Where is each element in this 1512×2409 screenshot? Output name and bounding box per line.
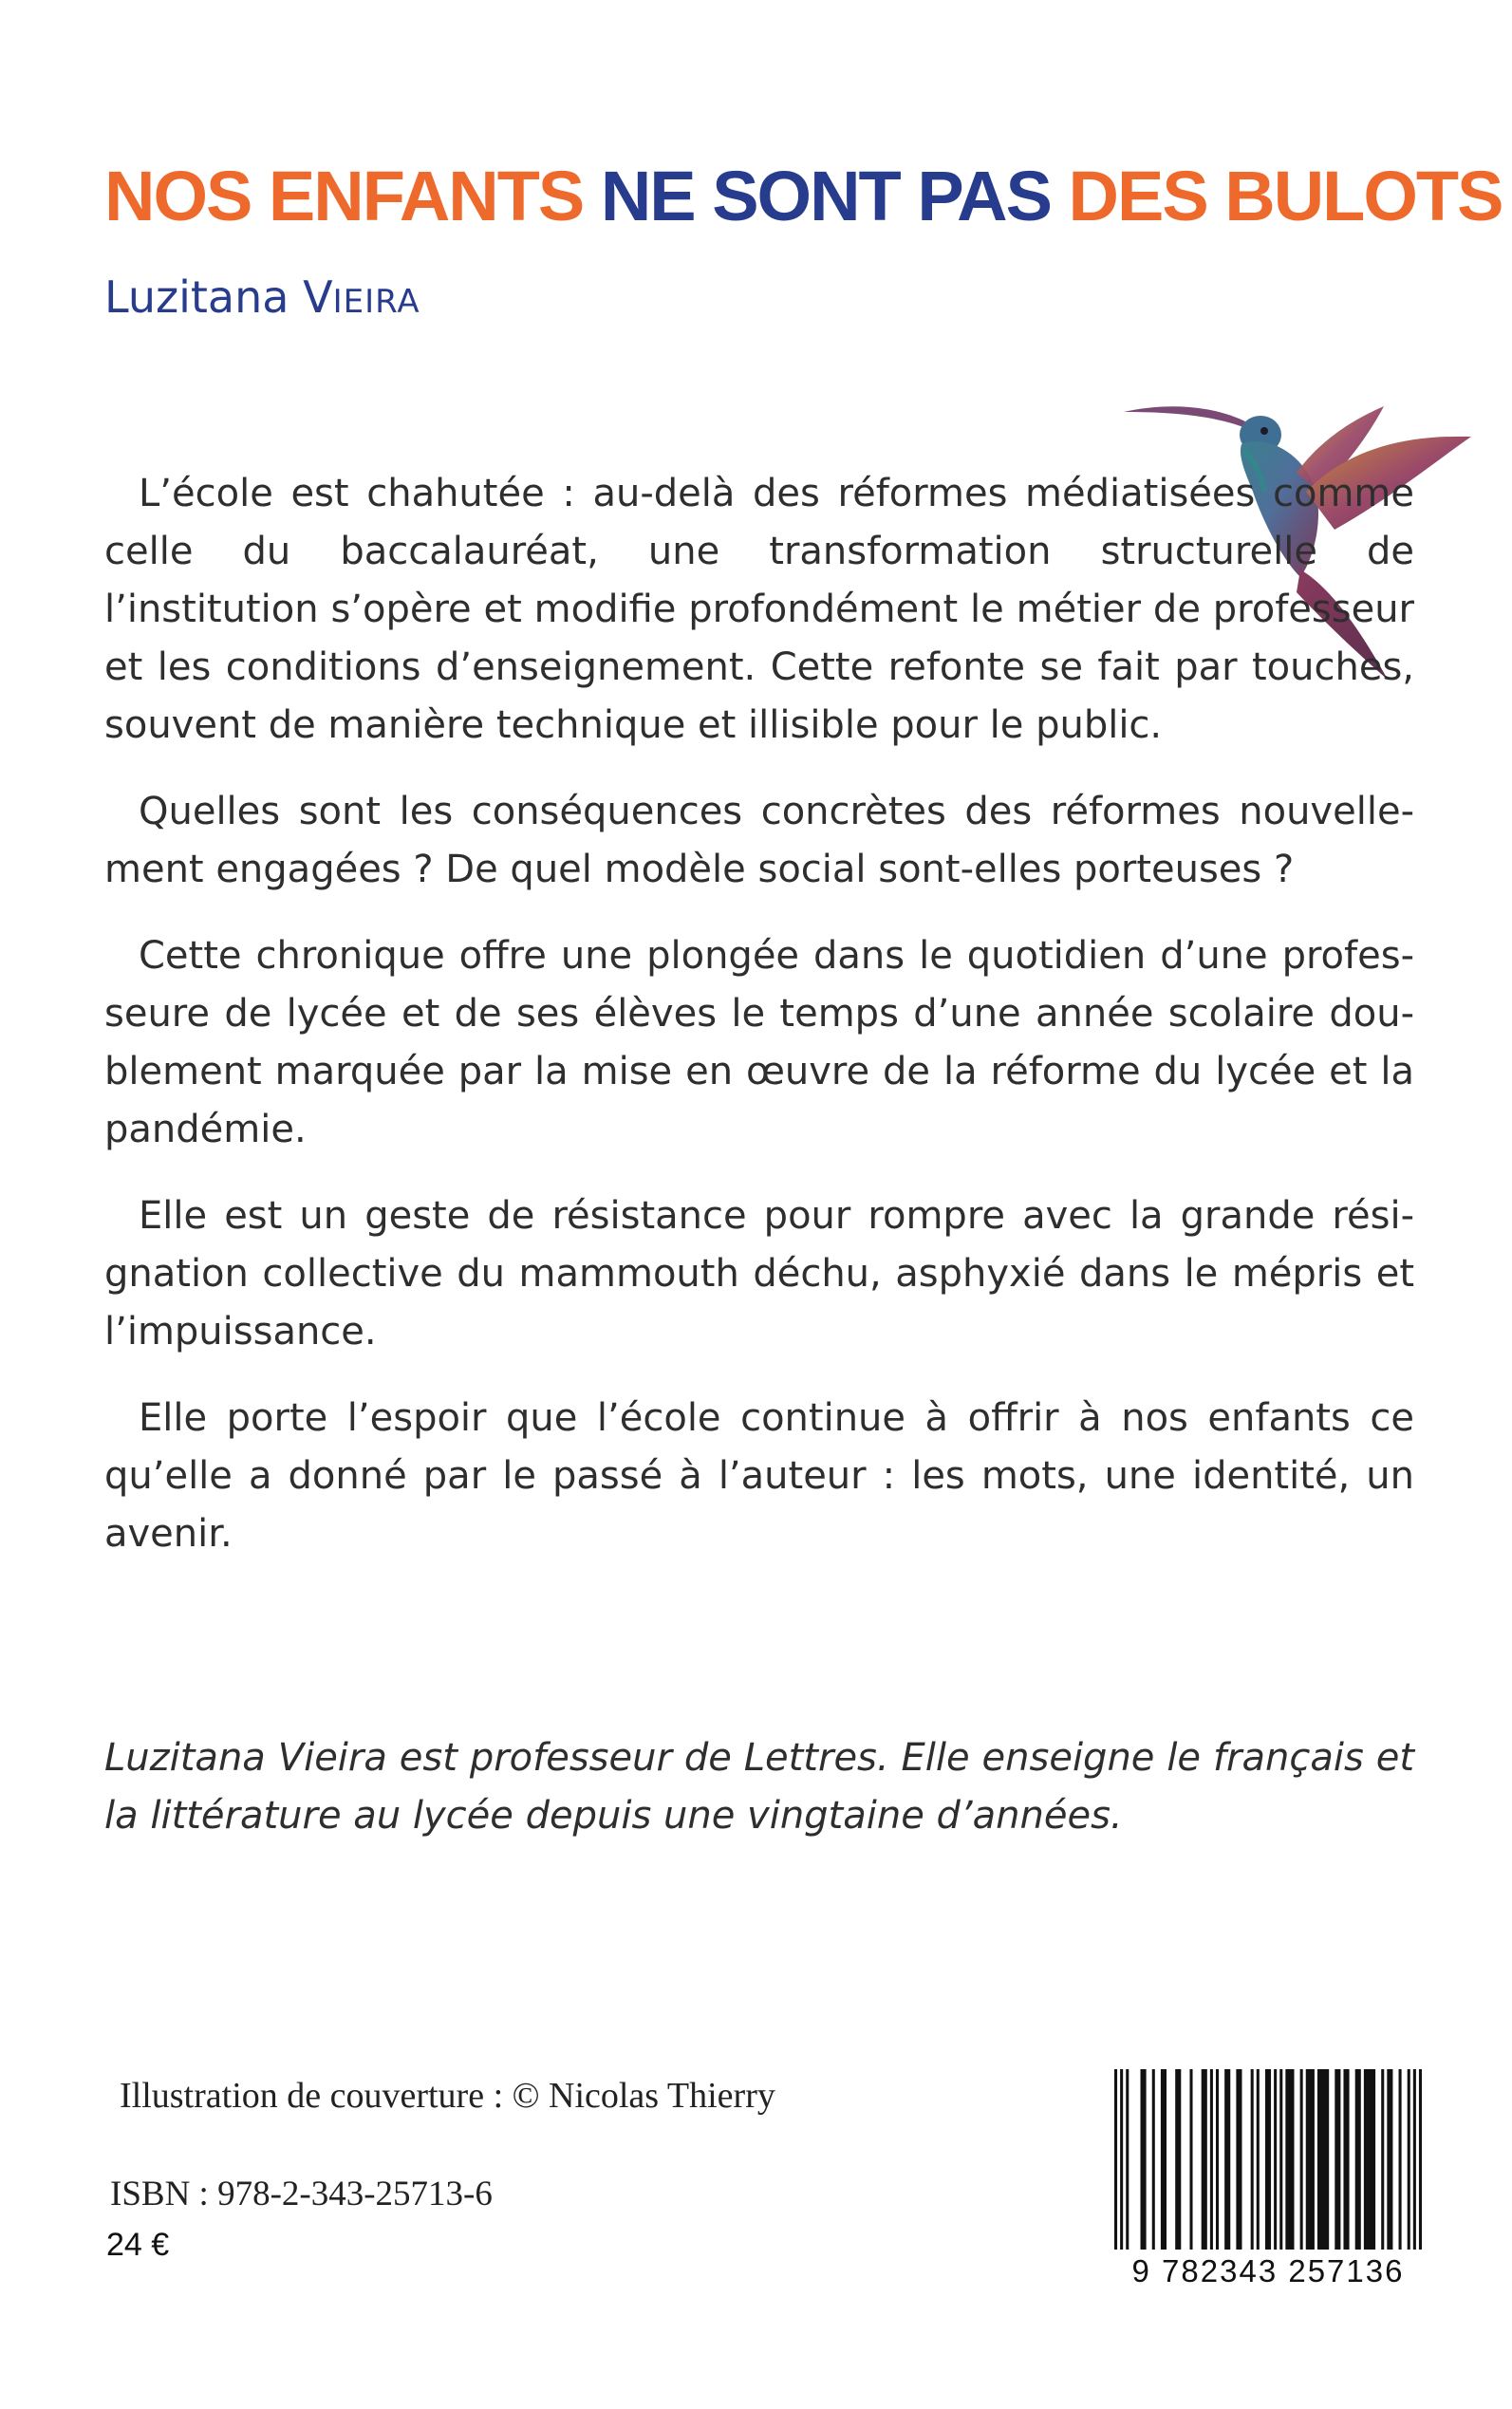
barcode-bar: [1355, 2069, 1361, 2250]
title-part-3: DES BULOTS: [1068, 157, 1503, 235]
barcode-bar: [1381, 2069, 1384, 2250]
author-last-name-initial: V: [303, 271, 333, 323]
barcode-bar: [1175, 2069, 1181, 2250]
barcode-bars: [1114, 2069, 1422, 2250]
barcode-bar: [1189, 2069, 1192, 2250]
barcode-bar: [1279, 2069, 1282, 2250]
isbn-barcode: [1101, 2062, 1435, 2289]
barcode-bar: [1210, 2069, 1213, 2250]
bird-eye: [1260, 427, 1268, 435]
book-title: [104, 157, 1503, 235]
bird-beak: [1124, 406, 1245, 427]
barcode-bar: [1387, 2069, 1392, 2250]
barcode-bar: [1152, 2069, 1155, 2250]
author-bio: Luzitana Vieira est professeur de Lettres. Elle enseigne le français et la littérature au lycée depuis une vingtaine d’années.: [104, 1736, 1414, 1838]
barcode-bar: [1419, 2069, 1422, 2250]
barcode-bar: [1364, 2069, 1375, 2250]
barcode-digits: 9 782343 257136: [1131, 2253, 1405, 2288]
blurb-paragraph: Elle est un geste de résistance pour rompre avec la grande résignation collective du mammouth déchu, asphyxié dans le mépris et l’impuissance.: [104, 1194, 1414, 1354]
barcode-bar: [1216, 2069, 1219, 2250]
blurb-paragraph: Quelles sont les conséquences concrètes des réformes nouvellement engagées ? De quel modèle social sont-elles porteuses ?: [104, 790, 1414, 891]
illustration-credit: Illustration de couverture : © Nicolas Thierry: [120, 2076, 775, 2116]
barcode-bar: [1408, 2069, 1410, 2250]
back-cover-blurb: [104, 465, 1414, 1592]
barcode-bar: [1202, 2069, 1207, 2250]
barcode-bar: [1257, 2069, 1260, 2250]
barcode-bar: [1224, 2069, 1230, 2250]
isbn-number: ISBN : 978-2-343-25713-6: [110, 2175, 493, 2213]
barcode-bar: [1285, 2069, 1294, 2250]
title-part-1: NOS ENFANTS: [104, 157, 584, 235]
barcode-bar: [1399, 2069, 1402, 2250]
barcode-bar: [1265, 2069, 1271, 2250]
barcode-bar: [1274, 2069, 1277, 2250]
author-name: [104, 271, 420, 323]
barcode-bar: [1120, 2069, 1123, 2250]
barcode-bar: [1335, 2069, 1340, 2250]
barcode-bar: [1343, 2069, 1349, 2250]
barcode-bar: [1251, 2069, 1254, 2250]
barcode-bar: [1161, 2069, 1167, 2250]
barcode-bar: [1306, 2069, 1315, 2250]
barcode-bar: [1114, 2069, 1117, 2250]
barcode-bar: [1236, 2069, 1241, 2250]
blurb-paragraph: Cette chronique offre une plongée dans le quotidien d’une professeure de lycée et de ses élèves le temps d’une année scolaire doublement marquée par la mise en œuvre de la réforme du lycée et la pandémie.: [104, 934, 1414, 1151]
blurb-paragraph: Elle porte l’espoir que l’école continue à offrir à nos enfants ce qu’elle a donné par le passé à l’auteur : les mots, une identité, un avenir.: [104, 1396, 1414, 1556]
barcode-bar: [1317, 2069, 1329, 2250]
title-part-2: NE SONT PAS: [600, 157, 1051, 235]
author-last-name-rest: IEIRA: [332, 283, 420, 321]
barcode-bar: [1141, 2069, 1147, 2250]
barcode-bar: [1300, 2069, 1303, 2250]
author-first-name: Luzitana: [104, 271, 289, 323]
blurb-paragraph: L’école est chahutée : au-delà des réformes médiatisées comme celle du baccalauréat, une transformation structurelle de l’institution s’opère et modifie profondément le métier de professeur et les conditions d’enseignement. Cette refonte se fait par touches, souvent de manière technique et illisible pour le public.: [104, 472, 1414, 747]
price: 24 €: [106, 2227, 170, 2263]
barcode-bar: [1413, 2069, 1416, 2250]
barcode-bar: [1126, 2069, 1129, 2250]
